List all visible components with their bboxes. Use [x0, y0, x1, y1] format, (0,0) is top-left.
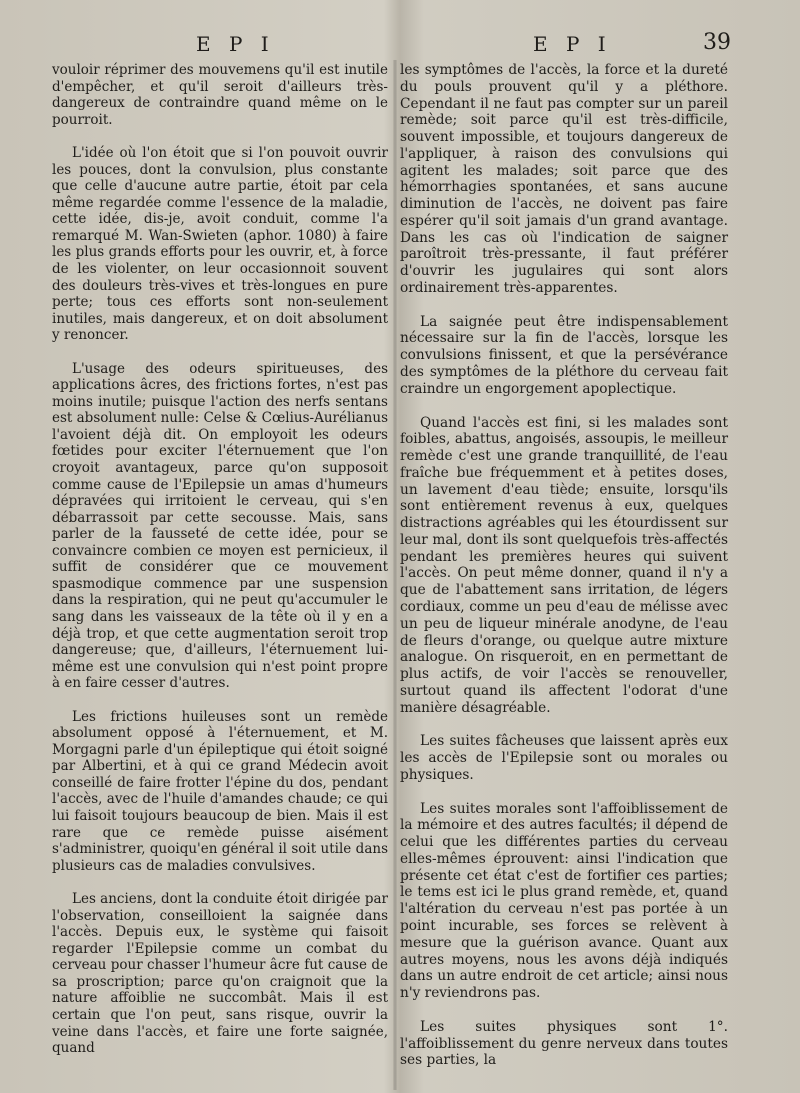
paragraph: La saignée peut être indispensablement nécessaire sur la fin de l'accès, lorsque les convulsions finissent, et que la persévérance des symptômes de la pléthore du cerveau fait craindre un engorgement apoplectique. — [400, 313, 728, 397]
paragraph: L'idée où l'on étoit que si l'on pouvoit ouvrir les pouces, dont la convulsion, plus constante que celle d'aucune autre partie, étoit par cela même regardée comme l'essence de la maladie, cette idée, dis-je, avoit conduit, comme l'a remarqué M. Wan-Swieten (aphor. 1080) à faire les plus grands efforts pour les ouvrir, et, à force de les violenter, on leur occasionnoit souvent des douleurs très-vives et très-longues en pure perte; tous ces efforts sont non-seulement inutiles, mais dangereux, et on doit absolument y renoncer. — [52, 145, 388, 344]
page-number: 39 — [703, 30, 731, 55]
paragraph: Les anciens, dont la conduite étoit dirigée par l'observation, conseilloient la saignée dans l'accès. Depuis eux, le système qui faisoit regarder l'Epilepsie comme un combat du cerveau pour chasser l'humeur âcre fut cause de sa proscription; parce qu'on craignoit que la nature affoiblie ne succombât. Mais il est certain que l'on peut, sans risque, ouvrir la veine dans l'accès, et faire une forte saignée, quand — [52, 891, 388, 1057]
paragraph: Les suites morales sont l'affoiblissement de la mémoire et des autres facultés; il dépend de celui que les différentes parties du cerveau elles-mêmes éprouvent: ainsi l'indication que présente cet état c'est de fortifier ces parties; le tems est ici le plus grand remède, et, quand l'altération du cerveau n'est pas portée à un point incurable, ses forces se relèvent à mesure que la guérison avance. Quant aux autres moyens, nous les avons déjà indiqués dans un autre endroit de cet article; ainsi nous n'y reviendrons pas. — [400, 800, 728, 1002]
paragraph: L'usage des odeurs spiritueuses, des applications âcres, des frictions fortes, n'est pas moins inutile; puisque l'action des nerfs sentans est absolument nulle: Celse & Cœlius-Aurélianus l'avoient déjà dit. On employoit les odeurs fœtides pour exciter l'éternuement que l'on croyoit avantageux, parce qu'on supposoit comme cause de l'Epilepsie un amas d'humeurs dépravées qui irritoient le cerveau, qui s'en débarrassoit par cette secousse. Mais, sans parler de la fausseté de cette idée, pour se convaincre combien ce moyen est pernicieux, il suffit de considérer que ce mouvement spasmodique commence par une suspension dans la respiration, qui ne peut qu'accumuler le sang dans les vaisseaux de la tête où il y en a déjà trop, et que cette augmentation seroit trop dangereuse; que, d'ailleurs, l'éternuement lui-même est une convulsion qui n'est point propre à en faire cesser d'autres. — [52, 360, 388, 692]
paragraph: Les frictions huileuses sont un remède absolument opposé à l'éternuement, et M. Morgagni parle d'un épileptique qui étoit soigné par Albertini, et à qui ce grand Médecin avoit conseillé de faire frotter l'épine du dos, pendant l'accès, avec de l'huile d'amandes chaude; ce qui lui faisoit toujours beaucoup de bien. Mais il est rare que ce remède puisse aisément s'administrer, quoiqu'en général il soit utile dans plusieurs cas de maladies convulsives. — [52, 708, 388, 874]
paragraph: les symptômes de l'accès, la force et la dureté du pouls prouvent qu'il y a pléthore. Cependant il ne faut pas compter sur un pareil remède; soit parce qu'il est très-difficile, souvent impossible, et toujours dangereux de l'appliquer, à raison des convulsions qui agitent les malades; soit parce que des hémorrhagies spontanées, et sans aucune diminution de l'accès, ne doivent pas faire espérer qu'il soit jamais d'un grand avantage. Dans les cas où l'indication de saigner paroîtroit très-pressante, il faut préférer d'ouvrir les jugulaires qui sont alors ordinairement très-apparentes. — [400, 62, 728, 296]
paragraph: Quand l'accès est fini, si les malades sont foibles, abattus, angoisés, assoupis, le meilleur remède c'est une grande tranquillité, de l'eau fraîche bue fréquemment et à petites doses, un lavement d'eau tiède; ensuite, lorsqu'ils sont entièrement revenus à eux, quelques distractions agréables qui les étourdissent sur leur mal, dont ils sont quelquefois très-affectés pendant les premières heures qui suivent l'accès. On peut même donner, quand il n'y a que de l'abattement sans irritation, de légers cordiaux, comme un peu d'eau de mélisse avec un peu de liqueur minérale anodyne, de l'eau de fleurs d'orange, ou quelque autre mixture analogue. On risqueroit, en en permettant de plus actifs, de voir l'accès se renouveller, surtout quand ils affectent l'odorat d'une manière désagréable. — [400, 414, 728, 716]
paragraph: Les suites physiques sont 1°. l'affoiblissement du genre nerveux dans toutes ses parties, la — [400, 1018, 728, 1069]
running-title-right: E P I — [533, 32, 612, 56]
running-title-left: E P I — [196, 32, 275, 56]
paragraph: Les suites fâcheuses que laissent après eux les accès de l'Epilepsie sont ou morales ou physiques. — [400, 733, 728, 783]
paragraph: vouloir réprimer des mouvemens qu'il est inutile d'empêcher, et qu'il seroit d'ailleurs très-dangereux de contraindre quand même on le pourroit. — [52, 62, 388, 128]
page-gutter-shadow — [393, 60, 397, 1090]
left-column — [52, 62, 388, 1057]
right-column — [400, 62, 728, 1069]
